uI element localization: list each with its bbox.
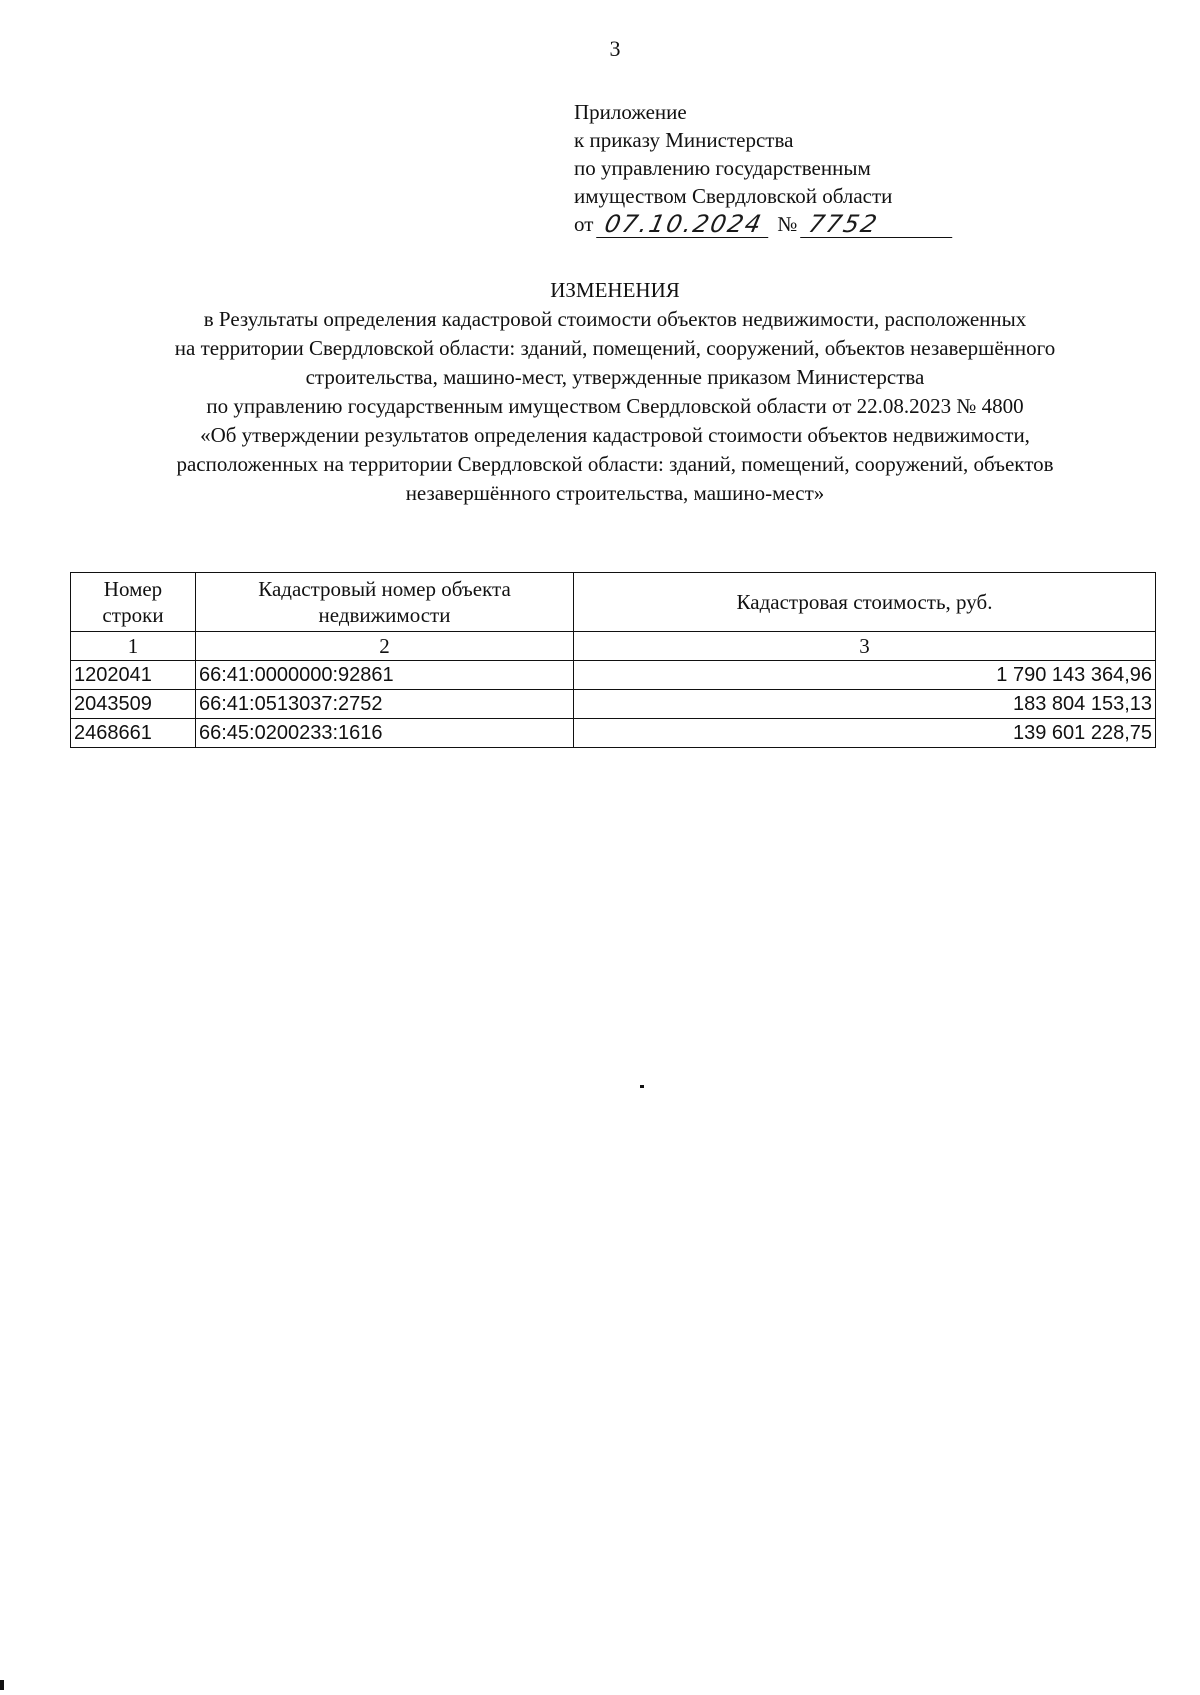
column-number: 3 (574, 632, 1156, 661)
order-date-number-line (574, 210, 955, 238)
table-row (71, 719, 1156, 748)
date-prefix: от (574, 212, 594, 236)
title-line: расположенных на территории Свердловской области: зданий, помещений, сооружений, объектов (176, 452, 1054, 476)
cadastral-number-cell: 66:41:0000000:92861 (196, 661, 574, 690)
title-heading: ИЗМЕНЕНИЯ (550, 278, 680, 302)
title-line: строительства, машино-мест, утвержденные приказом Министерства (305, 365, 925, 389)
appendix-line: Приложение (574, 100, 687, 124)
title-line: «Об утверждении результатов определения кадастровой стоимости объектов недвижимости, (200, 423, 1030, 447)
row-number-cell: 2468661 (71, 719, 196, 748)
column-number-row (71, 632, 1156, 661)
cadastral-number-cell: 66:45:0200233:1616 (196, 719, 574, 748)
column-header-cadastral-value: Кадастровая стоимость, руб. (574, 573, 1156, 632)
cadastral-number-cell: 66:41:0513037:2752 (196, 690, 574, 719)
title-line: по управлению государственным имуществом Свердловской области от 22.08.2023 № 4800 (206, 394, 1024, 418)
title-line: на территории Свердловской области: зданий, помещений, сооружений, объектов незавершённого (174, 336, 1056, 360)
page-number: 3 (609, 36, 621, 61)
number-sign: № (777, 212, 798, 236)
handwritten-date: 07.10.2024 (597, 211, 775, 238)
column-header-row-number: Номер строки (71, 573, 196, 632)
row-number-cell: 1202041 (71, 661, 196, 690)
title-line: незавершённого строительства, машино-мест» (405, 481, 825, 505)
column-header-cadastral-number: Кадастровый номер объекта недвижимости (196, 573, 574, 632)
table-row (71, 661, 1156, 690)
cadastral-value-cell: 183 804 153,13 (574, 690, 1156, 719)
row-number-cell: 2043509 (71, 690, 196, 719)
scan-speck (640, 1085, 644, 1088)
table-row (71, 690, 1156, 719)
document-title (40, 276, 1190, 508)
appendix-line: имуществом Свердловской области (574, 184, 893, 208)
appendix-block (574, 98, 955, 238)
column-number: 2 (196, 632, 574, 661)
table-header-row (71, 573, 1156, 632)
title-line: в Результаты определения кадастровой стоимости объектов недвижимости, расположенных (203, 307, 1027, 331)
scan-speck (0, 1680, 4, 1690)
column-number: 1 (71, 632, 196, 661)
cadastral-value-table (70, 572, 1156, 748)
cadastral-value-cell: 1 790 143 364,96 (574, 661, 1156, 690)
handwritten-order-number: 7752 (801, 211, 959, 238)
appendix-line: по управлению государственным (574, 156, 871, 180)
appendix-line: к приказу Министерства (574, 128, 794, 152)
cadastral-value-cell: 139 601 228,75 (574, 719, 1156, 748)
